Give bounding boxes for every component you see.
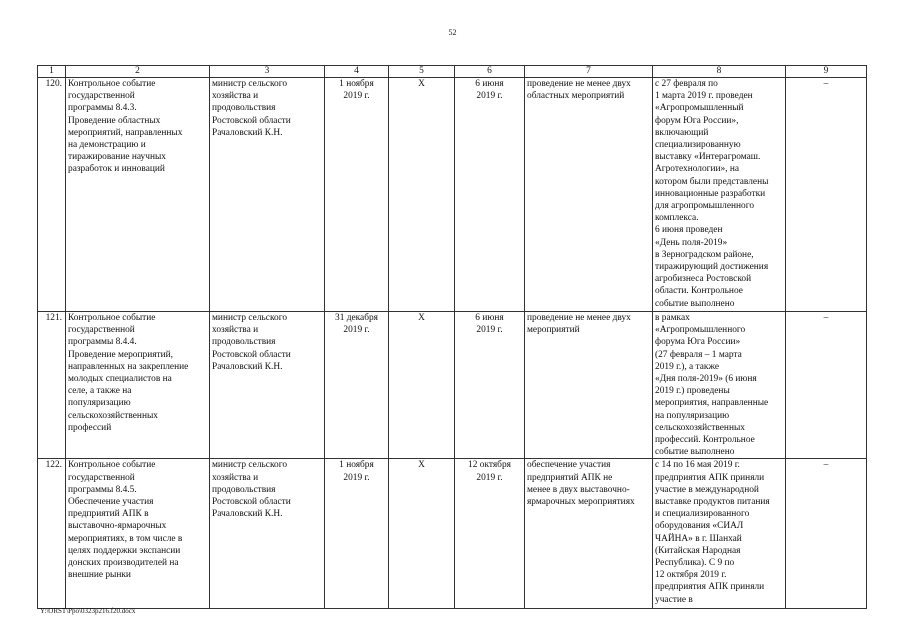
control-event-cell: Контрольное событие государственной программы 8.4.4. Проведение мероприятий, направленных на закрепление молодых специалистов на селе, а также на популяризацию сельскохозяйственных профессий xyxy=(66,312,210,459)
responsible-cell: министр сельского хозяйства и продовольствия Ростовской области Рачаловский К.Н. xyxy=(210,78,325,312)
planned-result-cell: проведение не менее двух областных мероприятий xyxy=(525,78,653,312)
column-5-cell: Х xyxy=(389,312,455,459)
row-number: 121. xyxy=(38,312,66,459)
column-header: 3 xyxy=(210,66,325,78)
responsible-cell: министр сельского хозяйства и продовольствия Ростовской области Рачаловский К.Н. xyxy=(210,312,325,459)
column-header: 6 xyxy=(455,66,525,78)
plan-date-cell: 1 ноября 2019 г. xyxy=(325,459,389,609)
table-row xyxy=(38,78,867,312)
column-header: 4 xyxy=(325,66,389,78)
responsible-cell: министр сельского хозяйства и продовольствия Ростовской области Рачаловский К.Н. xyxy=(210,459,325,609)
column-header: 9 xyxy=(786,66,867,78)
fact-date-cell: 12 октября 2019 г. xyxy=(455,459,525,609)
actual-result-cell: с 14 по 16 мая 2019 г. предприятия АПК приняли участие в международной выставке продуктов питания и специализированного оборудования «СИАЛ ЧАЙНА» в г. Шанхай (Китайская Народная Республика). С 9 по 12 октября 2019 г. предприятия АПК приняли участие в xyxy=(653,459,786,609)
column-9-cell: – xyxy=(786,459,867,609)
column-9-cell: – xyxy=(786,312,867,459)
fact-date-cell: 6 июня 2019 г. xyxy=(455,78,525,312)
actual-result-cell: с 27 февраля по 1 марта 2019 г. проведен «Агропромышленный форум Юга России», включающий специализированную выставку «Интерагромаш. Агротехнологии», на котором были представлены инновационные разработки для агропромышленного комплекса. 6 июня проведен «День поля-2019» в Зерноградском районе, тиражирующий достижения агробизнеса Ростовской области. Контрольное событие выполнено xyxy=(653,78,786,312)
plan-date-cell: 1 ноября 2019 г. xyxy=(325,78,389,312)
column-header: 1 xyxy=(38,66,66,78)
column-header: 8 xyxy=(653,66,786,78)
column-header: 2 xyxy=(66,66,210,78)
fact-date-cell: 6 июня 2019 г. xyxy=(455,312,525,459)
planned-result-cell: обеспечение участия предприятий АПК не менее в двух выставочно- ярмарочных мероприятиях xyxy=(525,459,653,609)
column-5-cell: Х xyxy=(389,78,455,312)
row-number: 122. xyxy=(38,459,66,609)
column-5-cell: Х xyxy=(389,459,455,609)
actual-result-cell: в рамках «Агропромышленного форума Юга России» (27 февраля – 1 марта 2019 г.), а также «Дня поля-2019» (6 июня 2019 г.) проведены мероприятия, направленные на популяризацию сельскохозяйственных профессий. Контрольное событие выполнено xyxy=(653,312,786,459)
column-header: 7 xyxy=(525,66,653,78)
control-event-cell: Контрольное событие государственной программы 8.4.3. Проведение областных мероприятий, направленных на демонстрацию и тиражирование научных разработок и инноваций xyxy=(66,78,210,312)
table-row xyxy=(38,459,867,609)
file-path-footer: Y:\ORST\Ppo\0323p216.f20.docx xyxy=(40,607,136,615)
page-number: 52 xyxy=(448,28,457,37)
report-table xyxy=(37,65,867,609)
column-number-row xyxy=(38,66,867,78)
column-9-cell: – xyxy=(786,78,867,312)
plan-date-cell: 31 декабря 2019 г. xyxy=(325,312,389,459)
row-number: 120. xyxy=(38,78,66,312)
control-event-cell: Контрольное событие государственной программы 8.4.5. Обеспечение участия предприятий АПК в выставочно-ярмарочных мероприятиях, в том числе в целях поддержки экспансии донских производителей на внешние рынки xyxy=(66,459,210,609)
table-row xyxy=(38,312,867,459)
column-header: 5 xyxy=(389,66,455,78)
planned-result-cell: проведение не менее двух мероприятий xyxy=(525,312,653,459)
